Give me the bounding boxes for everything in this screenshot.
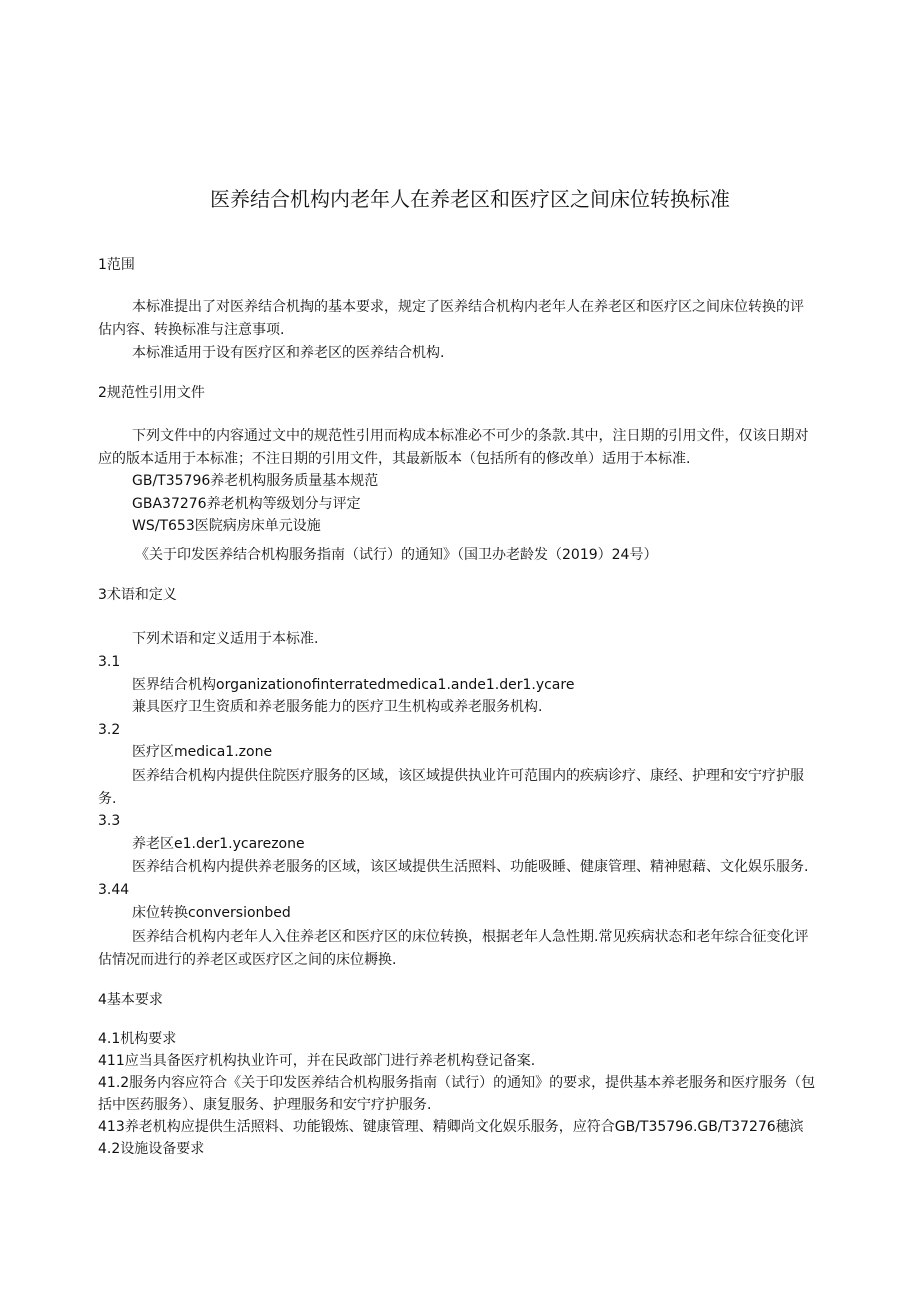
paragraph-line: 下列文件中的内容通过文中的规范性引用而构成本标准必不可少的条款.其中，注日期的引用文件，仅该日期对 <box>132 428 809 444</box>
term-title: 医疗区medica1.zone <box>132 744 273 760</box>
term-number: 3.1 <box>98 654 121 670</box>
section-heading-normative-references: 2规范性引用文件 <box>98 385 205 401</box>
reference-item: GB/T35796养老机构服务质量基本规范 <box>132 473 379 489</box>
section-heading-terms: 3术语和定义 <box>98 587 177 603</box>
term-number: 3.44 <box>98 882 130 898</box>
section-heading-basic-requirements: 4基本要求 <box>98 992 163 1008</box>
term-number: 3.2 <box>98 722 121 738</box>
reference-item: 《关于印发医养结合机构服务指南（试行）的通知》（国卫办老龄发（2019）24号） <box>135 547 658 563</box>
term-definition: 医养结合机构内提供住院医疗服务的区域，该区域提供执业许可范围内的疾病诊疗、康经、护理和安宁疗护服 <box>132 768 804 784</box>
reference-item: GBA37276养老机构等级划分与评定 <box>132 496 361 512</box>
subsection-heading: 4.1机构要求 <box>98 1031 177 1047</box>
paragraph-line: 估内容、转换标准与注意事项. <box>98 322 285 338</box>
term-definition: 医养结合机构内提供养老服务的区域，该区域提供生活照料、功能吸睡、健康管理、精神慰藉、文化娱乐服务. <box>132 859 809 875</box>
term-definition: 医养结合机构内老年人入住养老区和医疗区的床位转换，根据老年人急性期.常见疾病状态和老年综合征变化评 <box>132 929 809 945</box>
reference-item: WS/T653医院病房床单元设施 <box>132 518 321 534</box>
term-title: 床位转换conversionbed <box>132 905 291 921</box>
paragraph-line: 本标准适用于设有医疗区和养老区的医养结合机构. <box>132 345 445 361</box>
term-title: 养老区e1.der1.ycarezone <box>132 836 305 852</box>
requirement-line: 411应当具备医疗机构执业许可，并在民政部门进行养老机构登记备案. <box>98 1053 536 1069</box>
term-number: 3.3 <box>98 813 121 829</box>
term-definition: 估情况而进行的养老区或医疗区之间的床位耨换. <box>98 952 397 968</box>
requirement-line: 括中医药服务）、康复服务、护理服务和安宁疗护服务. <box>98 1097 432 1113</box>
term-definition: 兼具医疗卫生资质和养老服务能力的医疗卫生机构或养老服务机构. <box>132 699 543 715</box>
document-title: 医养结合机构内老年人在养老区和医疗区之间床位转换标准 <box>210 187 730 211</box>
term-title: 医界结合机构organizationofinterratedmedica1.ande1.der1.ycare <box>132 677 575 693</box>
requirement-line: 413养老机构应提供生活照料、功能锻炼、键康管理、精卿尚文化娱乐服务，应符合GB/T35796.GB/T37276穗滨 <box>98 1119 804 1135</box>
term-definition: 务. <box>98 791 117 807</box>
subsection-heading: 4.2设施设备要求 <box>98 1141 205 1157</box>
section-heading-scope: 1范围 <box>98 257 135 273</box>
paragraph-line: 应的版本适用于本标准；不注日期的引用文件，其最新版本（包括所有的修改单）适用于本标准. <box>98 451 691 467</box>
paragraph-line: 本标准提出了对医养结合机掏的基本要求，规定了医养结合机构内老年人在养老区和医疗区之间床位转换的评 <box>132 299 804 315</box>
requirement-line: 41.2服务内容应符合《关于印发医养结合机构服务指南（试行）的通知》的要求，提供基本养老服务和医疗服务（包 <box>98 1075 816 1091</box>
paragraph-line: 下列术语和定义适用于本标准. <box>132 631 319 647</box>
